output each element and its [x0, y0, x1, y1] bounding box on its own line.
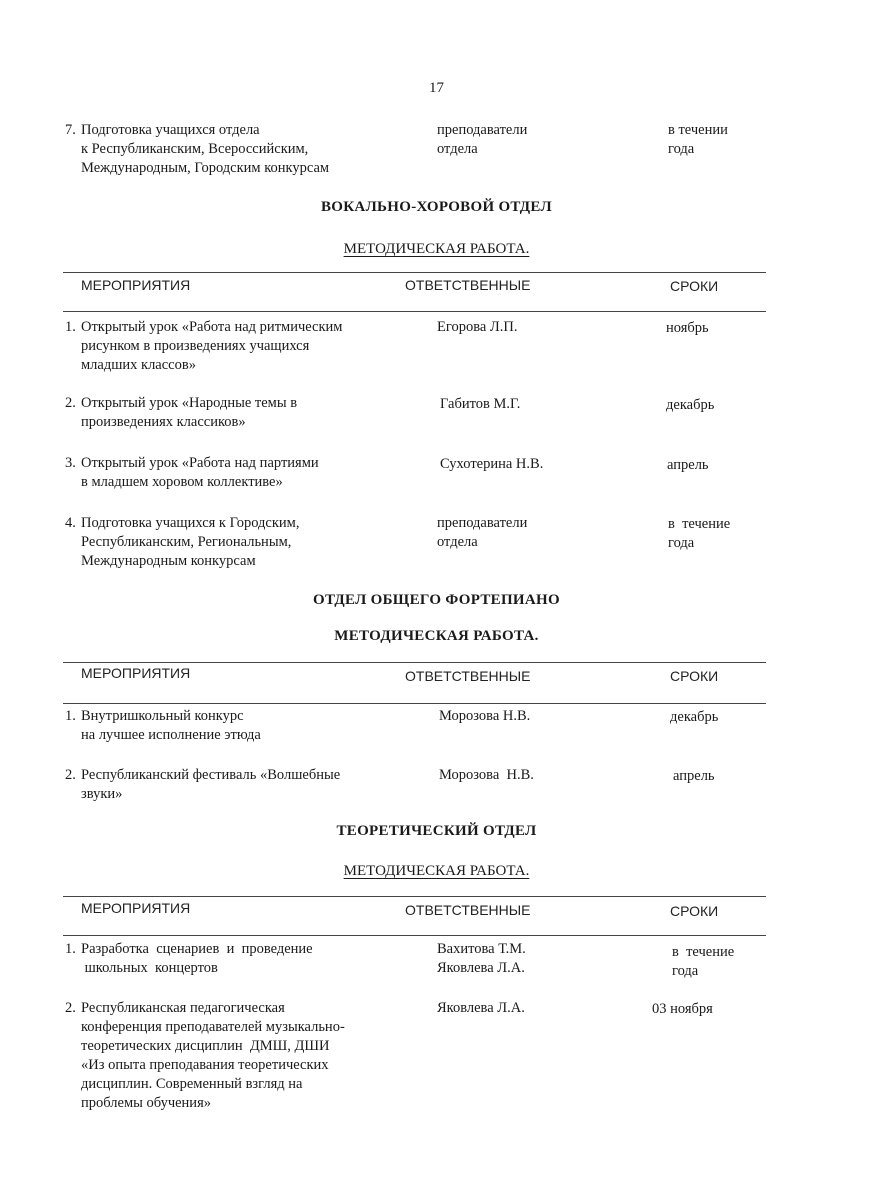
section-title: ОТДЕЛ ОБЩЕГО ФОРТЕПИАНО — [313, 592, 560, 608]
item-term: декабрь — [666, 397, 715, 413]
column-header-responsible: ОТВЕТСТВЕННЫЕ — [405, 277, 531, 293]
item-text-line: школьных концертов — [81, 960, 218, 976]
column-header-responsible: ОТВЕТСТВЕННЫЕ — [405, 902, 531, 918]
item-responsible: отдела — [437, 141, 478, 157]
item-text-line: к Республиканским, Всероссийским, — [81, 141, 309, 157]
item-responsible: Яковлева Л.А. — [437, 1000, 525, 1016]
column-header-terms: СРОКИ — [670, 668, 719, 684]
page-number: 17 — [429, 80, 444, 96]
column-header-terms: СРОКИ — [670, 278, 719, 294]
item-term: в течении — [668, 122, 728, 138]
item-number: 2. — [65, 395, 76, 411]
item-term: ноябрь — [666, 320, 709, 336]
item-text-line: Международным, Городским конкурсам — [81, 160, 330, 176]
item-text-line: рисунком в произведениях учащихся — [81, 338, 310, 354]
item-text-line: дисциплин. Современный взгляд на — [81, 1076, 303, 1092]
item-responsible: преподаватели — [437, 122, 528, 138]
item-term: года — [668, 535, 695, 551]
item-text-line: Разработка сценариев и проведение — [81, 941, 313, 957]
item-number: 4. — [65, 515, 76, 531]
column-header-terms: СРОКИ — [670, 903, 719, 919]
item-responsible: Морозова Н.В. — [439, 708, 531, 724]
item-text-line: Открытый урок «Народные темы в — [81, 395, 298, 411]
item-number: 1. — [65, 319, 76, 335]
item-term: в течение — [668, 516, 731, 532]
section-subtitle: МЕТОДИЧЕСКАЯ РАБОТА. — [343, 241, 530, 257]
item-responsible: отдела — [437, 534, 478, 550]
table-rule — [63, 272, 766, 273]
item-term: 03 ноября — [652, 1001, 713, 1017]
item-responsible: Сухотерина Н.В. — [440, 456, 544, 472]
item-number: 3. — [65, 455, 76, 471]
item-term: в течение — [672, 944, 735, 960]
table-rule — [63, 662, 766, 663]
item-text-line: Международным конкурсам — [81, 553, 256, 569]
item-text-line: конференция преподавателей музыкально- — [81, 1019, 345, 1035]
item-text-line: Подготовка учащихся отдела — [81, 122, 260, 138]
item-text-line: произведениях классиков» — [81, 414, 246, 430]
item-term: апрель — [667, 457, 709, 473]
item-number: 2. — [65, 1000, 76, 1016]
item-text-line: «Из опыта преподавания теоретических — [81, 1057, 329, 1073]
item-text-line: Республиканским, Региональным, — [81, 534, 292, 550]
column-header-responsible: ОТВЕТСТВЕННЫЕ — [405, 668, 531, 684]
item-number: 1. — [65, 941, 76, 957]
item-term: апрель — [673, 768, 715, 784]
table-rule — [63, 311, 766, 312]
table-rule — [63, 703, 766, 704]
item-responsible: Вахитова Т.М. — [437, 941, 526, 957]
item-text-line: Открытый урок «Работа над ритмическим — [81, 319, 343, 335]
item-number: 1. — [65, 708, 76, 724]
column-header-events: МЕРОПРИЯТИЯ — [81, 277, 191, 293]
column-header-events: МЕРОПРИЯТИЯ — [81, 665, 191, 681]
item-text-line: Республиканская педагогическая — [81, 1000, 285, 1016]
item-text-line: проблемы обучения» — [81, 1095, 211, 1111]
item-term: декабрь — [670, 709, 719, 725]
item-responsible: преподаватели — [437, 515, 528, 531]
item-text-line: младших классов» — [81, 357, 196, 373]
item-term: года — [672, 963, 699, 979]
item-text-line: звуки» — [81, 786, 123, 802]
item-number: 7. — [65, 122, 76, 138]
item-text-line: теоретических дисциплин ДМШ, ДШИ — [81, 1038, 330, 1054]
item-text-line: Внутришкольный конкурс — [81, 708, 244, 724]
item-responsible: Яковлева Л.А. — [437, 960, 525, 976]
table-rule — [63, 896, 766, 897]
column-header-events: МЕРОПРИЯТИЯ — [81, 900, 191, 916]
section-title: ВОКАЛЬНО-ХОРОВОЙ ОТДЕЛ — [320, 199, 552, 215]
section-title: ТЕОРЕТИЧЕСКИЙ ОТДЕЛ — [336, 823, 537, 839]
section-subtitle: МЕТОДИЧЕСКАЯ РАБОТА. — [334, 628, 539, 644]
item-term: года — [668, 141, 695, 157]
section-subtitle: МЕТОДИЧЕСКАЯ РАБОТА. — [343, 863, 530, 879]
item-responsible: Морозова Н.В. — [439, 767, 534, 783]
item-text-line: в младшем хоровом коллективе» — [81, 474, 283, 490]
table-rule — [63, 935, 766, 936]
item-responsible: Егорова Л.П. — [437, 319, 518, 335]
item-text-line: Открытый урок «Работа над партиями — [81, 455, 319, 471]
item-text-line: на лучшее исполнение этюда — [81, 727, 261, 743]
item-responsible: Габитов М.Г. — [440, 396, 521, 412]
item-text-line: Республиканский фестиваль «Волшебные — [81, 767, 341, 783]
item-text-line: Подготовка учащихся к Городским, — [81, 515, 300, 531]
item-number: 2. — [65, 767, 76, 783]
